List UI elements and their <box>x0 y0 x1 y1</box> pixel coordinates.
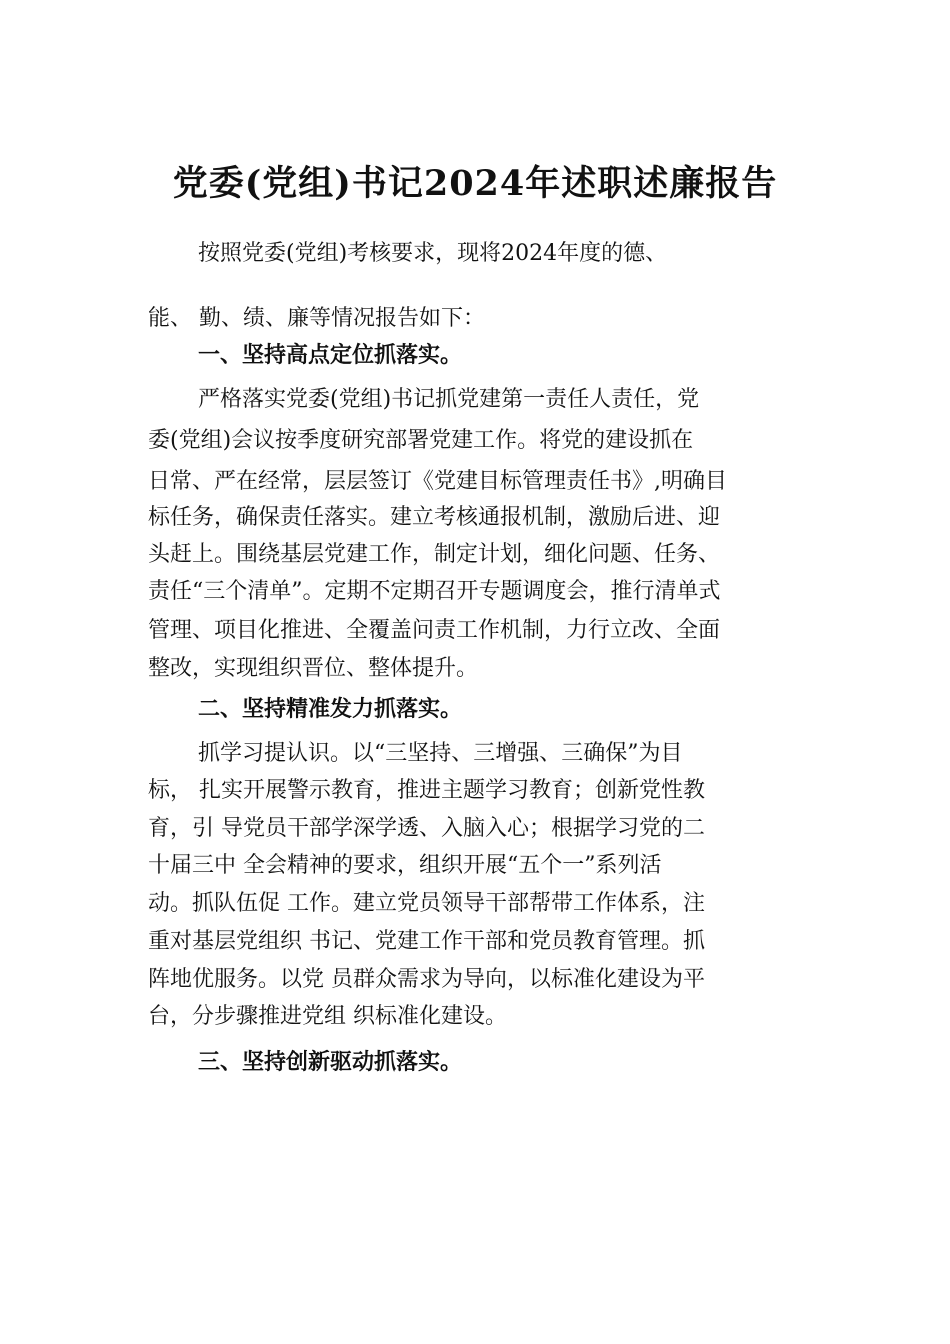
section-2-heading: 二、坚持精准发力抓落实。 <box>198 697 463 722</box>
section-1-line-8: 整改，实现组织晋位、整体提升。 <box>148 656 479 681</box>
intro-line-2: 能、 勤、绩、廉等情况报告如下： <box>148 306 485 331</box>
section-1-line-2: 委(党组)会议按季度研究部署党建工作。将党的建设抓在 <box>148 428 694 453</box>
section-2-line-3: 育，引 导党员干部学深学透、入脑入心；根据学习党的二 <box>148 816 705 841</box>
section-1-line-1 <box>198 383 810 417</box>
section-1-line-6: 责任“三个清单”。定期不定期召开专题调度会，推行清单式 <box>148 579 721 604</box>
section-2-line-2: 标， 扎实开展警示教育，推进主题学习教育；创新党性教 <box>148 778 705 803</box>
section-2-line-8: 台，分步骤推进党组 织标准化建设。 <box>148 1004 507 1029</box>
intro-line-1: 按照党委(党组)考核要求，现将2024年度的德、 <box>198 241 668 266</box>
section-2-line-1: 抓学习提认识。以“三坚持、三增强、三确保”为目 <box>198 741 683 766</box>
text-run: 严格落实党委(党组)书记抓党建第一责任人责任，党 <box>198 387 700 412</box>
section-1-line-5: 头赶上。围绕基层党建工作，制定计划，细化问题、任务、 <box>148 542 721 567</box>
section-2-line-6: 重对基层党组织 书记、党建工作干部和党员教育管理。抓 <box>148 929 705 954</box>
section-1-heading: 一、坚持高点定位抓落实。 <box>198 343 463 368</box>
section-1-line-4: 标任务，确保责任落实。建立考核通报机制，激励后进、迎 <box>148 505 721 530</box>
section-1-line-7: 管理、项目化推进、全覆盖问责工作机制，力行立改、全面 <box>148 618 721 643</box>
section-3-heading: 三、坚持创新驱动抓落实。 <box>198 1050 463 1075</box>
section-1-line-3: 日常、严在经常，层层签订《党建目标管理责任书》,明确目 <box>148 469 727 494</box>
section-2-line-7: 阵地优服务。以党 员群众需求为导向，以标准化建设为平 <box>148 967 705 992</box>
document-title: 党委(党组)书记2024年述职述廉报告 <box>172 163 778 204</box>
section-2-line-5: 动。抓队伍促 工作。建立党员领导干部帮带工作体系，注 <box>148 891 705 916</box>
section-2-line-4: 十届三中 全会精神的要求，组织开展“五个一”系列活 <box>148 853 662 878</box>
